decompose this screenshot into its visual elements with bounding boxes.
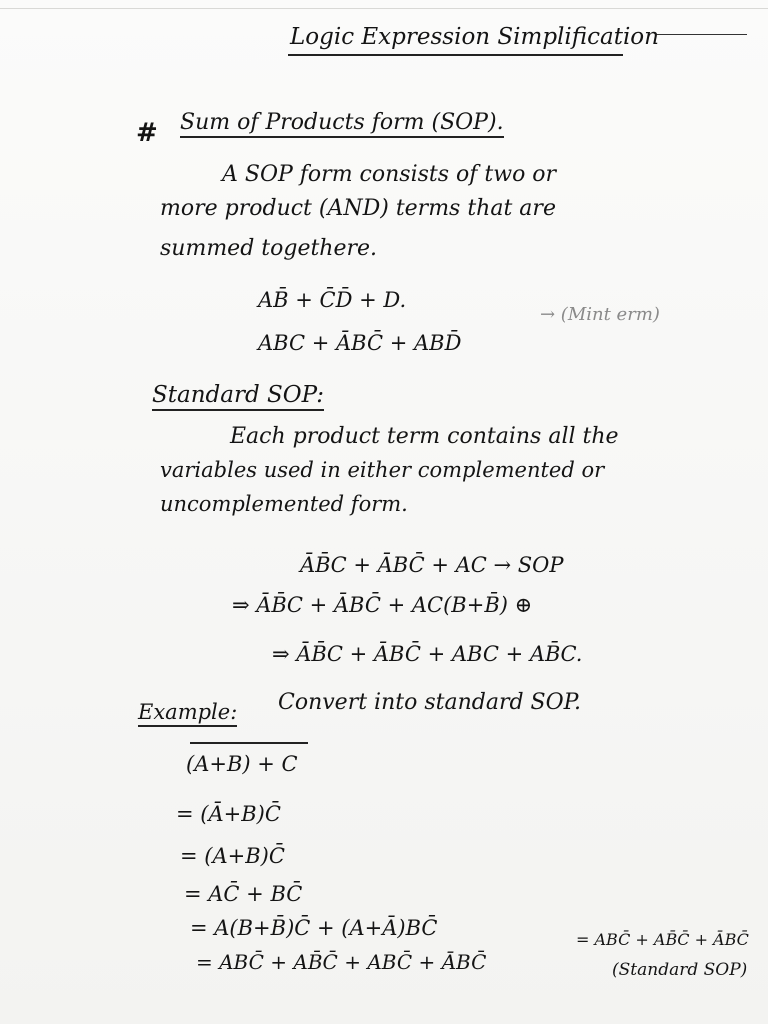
std-step-2: ⇒ ĀB̄C + ĀBC̄ + AC(B+B̄) ⊕	[232, 593, 533, 617]
minterm-note: → (Mint erm)	[540, 304, 660, 325]
sop-def-line-1: A SOP form consists of two or	[222, 162, 557, 187]
title-side-rule	[655, 34, 747, 35]
example-result: = ABC̄ + AB̄C̄ + ĀBC̄	[576, 930, 749, 949]
example-label: Example:	[138, 702, 237, 727]
example-line-0: (A+B) + C	[186, 752, 298, 776]
sop-heading: Sum of Products form (SOP).	[180, 112, 504, 138]
std-def-line-1: Each product term contains all the	[230, 424, 619, 449]
sop-def-line-2: more product (AND) terms that are	[160, 196, 556, 221]
section-bullet: #	[136, 118, 158, 148]
example-prompt: Convert into standard SOP.	[278, 690, 581, 715]
example-line-3: = AC̄ + BC̄	[184, 882, 303, 906]
example-line-2: = (A+B)C̄	[180, 844, 285, 868]
example-line-4: = A(B+B̄)C̄ + (A+Ā)BC̄	[190, 916, 438, 940]
std-step-3: ⇒ ĀB̄C + ĀBC̄ + ABC + AB̄C.	[272, 642, 583, 666]
std-step-1: ĀB̄C + ĀBC̄ + AC → SOP	[300, 553, 564, 577]
result-note: (Standard SOP)	[612, 960, 748, 980]
page-edge-line	[0, 8, 768, 9]
long-overbar	[190, 742, 308, 744]
sop-example-2: ABC + ĀBC̄ + ABD̄	[258, 331, 462, 355]
sop-def-line-3: summed togethere.	[160, 236, 378, 261]
std-def-line-2: variables used in either complemented or	[160, 458, 605, 482]
std-def-line-3: uncomplemented form.	[160, 492, 408, 516]
example-line-5: = ABC̄ + AB̄C̄ + ABC̄ + ĀBC̄	[196, 950, 487, 974]
standard-sop-heading: Standard SOP:	[152, 384, 324, 411]
example-line-1: = (Ā+B)C̄	[176, 802, 281, 826]
title-underline	[288, 54, 623, 56]
sop-example-1: AB̄ + C̄D̄ + D.	[258, 288, 407, 312]
page-title: Logic Expression Simplification	[290, 24, 659, 50]
